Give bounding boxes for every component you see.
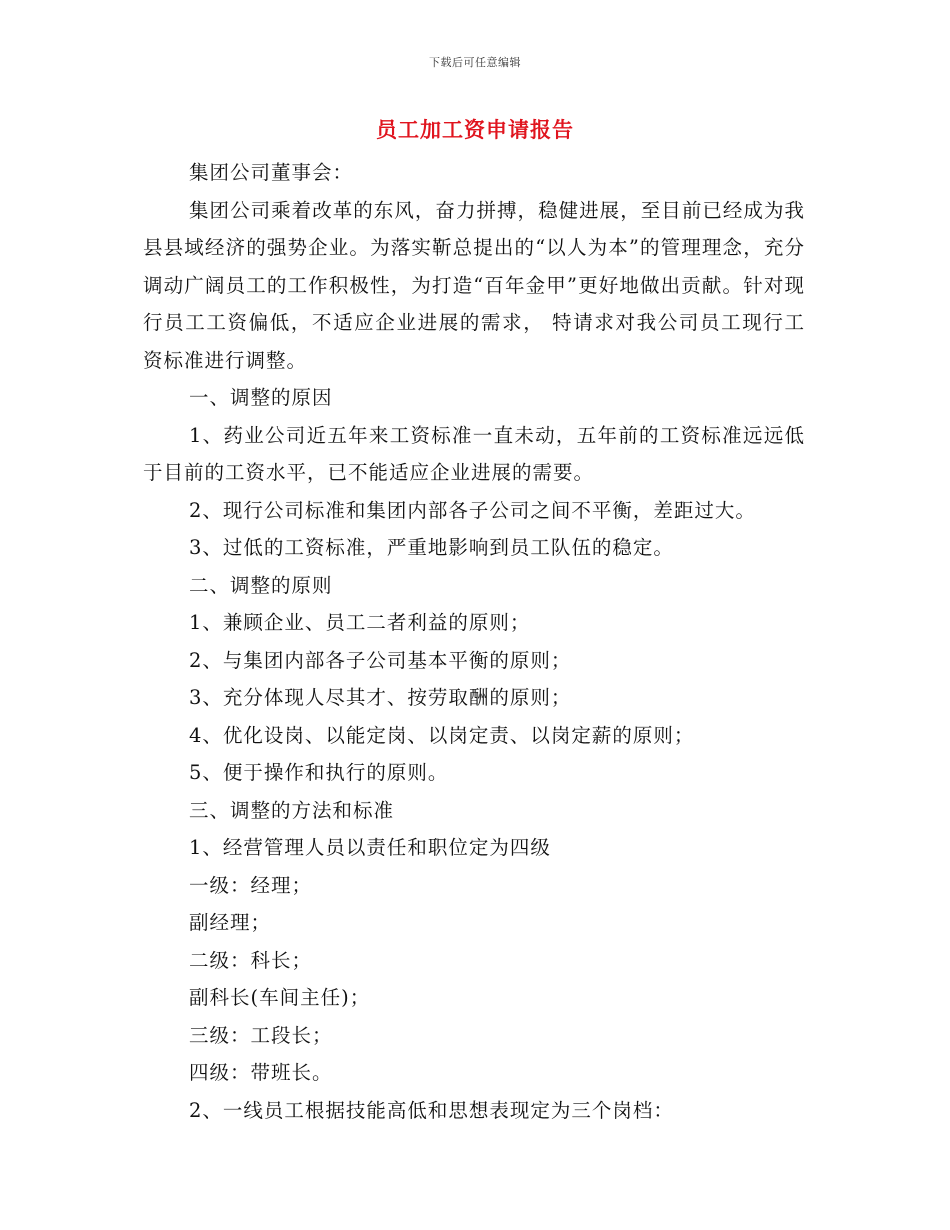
level-2-deputy-chief: 副科长(车间主任)； bbox=[189, 986, 371, 1009]
level-1-manager: 一级：经理； bbox=[189, 873, 313, 897]
principle-item-3: 3、充分体现人尽其才、按劳取酬的原则； bbox=[189, 686, 572, 709]
method-item-1: 1、经营管理人员以责任和职位定为四级 bbox=[189, 836, 551, 859]
document-body bbox=[143, 154, 805, 1129]
section-heading-principles: 二、调整的原则 bbox=[189, 573, 333, 597]
level-3-foreman: 三级：工段长； bbox=[189, 1023, 333, 1047]
level-1-deputy-manager: 副经理； bbox=[189, 911, 272, 934]
level-2-section-chief: 二级：科长； bbox=[189, 948, 313, 972]
section-heading-methods: 三、调整的方法和标准 bbox=[189, 798, 395, 822]
method-item-2: 2、一线员工根据技能高低和思想表现定为三个岗档： bbox=[189, 1098, 674, 1122]
principle-item-4: 4、优化设岗、以能定岗、以岗定责、以岗定薪的原则； bbox=[189, 723, 695, 747]
reason-item-3: 3、过低的工资标准，严重地影响到员工队伍的稳定。 bbox=[189, 536, 674, 559]
level-4-shift-leader: 四级：带班长。 bbox=[189, 1061, 333, 1084]
document-title: 员工加工资申请报告 bbox=[376, 118, 574, 142]
reason-item-2: 2、现行公司标准和集团内部各子公司之间不平衡，差距过大。 bbox=[189, 498, 756, 522]
reason-item-1: 1、药业公司近五年来工资标准一直未动，五年前的工资标准远远低于目前的工资水平，已不能适应企业进展的需要。 bbox=[143, 423, 805, 484]
page-header-note: 下载后可任意编辑 bbox=[429, 56, 521, 69]
principle-item-2: 2、与集团内部各子公司基本平衡的原则； bbox=[189, 648, 572, 672]
section-heading-reasons: 一、调整的原因 bbox=[189, 386, 333, 409]
principle-item-5: 5、便于操作和执行的原则。 bbox=[189, 761, 449, 784]
principle-item-1: 1、兼顾企业、员工二者利益的原则； bbox=[189, 611, 531, 634]
intro-paragraph: 集团公司乘着改革的东风，奋力拼搏，稳健进展，至目前已经成为我县县域经济的强势企业。为落实靳总提出的“以人为本”的管理理念，充分调动广阔员工的工作积极性，为打造“百年金甲”更好地做出贡献。针对现行员工工资偏低，不适应企业进展的需求， 特请求对我公司员工现行工资标准进行调整。 bbox=[143, 198, 805, 372]
salutation: 集团公司董事会： bbox=[189, 161, 354, 184]
